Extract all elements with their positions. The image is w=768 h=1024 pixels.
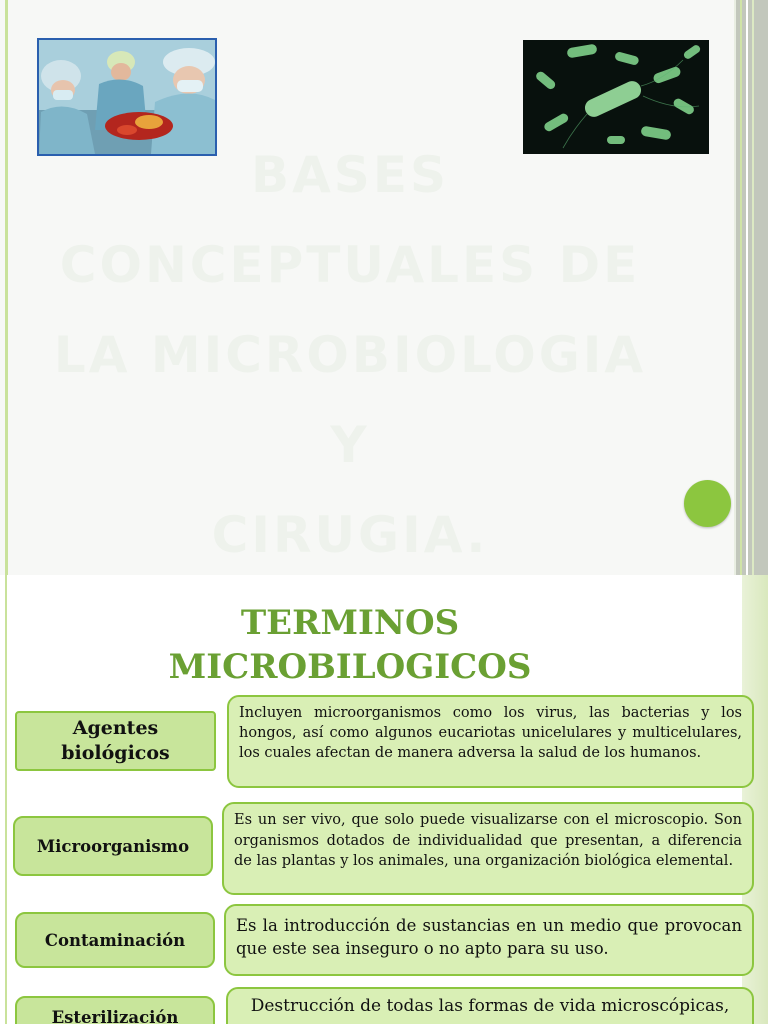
definition-text: Destrucción de todas las formas de vida microscópicas, (250, 996, 730, 1016)
definition-text: Es la introducción de sustancias en un medio que provocan que este sea inseguro o no apto para su uso. (236, 916, 742, 958)
term-box-esterilizacion (15, 996, 215, 1024)
term-label: Esterilización (51, 1008, 179, 1024)
left-accent-rule (5, 575, 7, 1024)
definition-box-microorganismo (222, 802, 754, 895)
cover-title-line: CIRUGIA. (211, 506, 489, 564)
cover-title-line: CONCEPTUALES DE (59, 236, 641, 294)
section-title-line: MICROBILOGICOS (168, 647, 532, 687)
right-decorative-panel (734, 0, 768, 575)
left-accent-rule (5, 0, 8, 575)
definition-box-agentes-biologicos (227, 695, 754, 788)
term-label: Contaminación (44, 930, 186, 950)
terms-slide (0, 575, 768, 1024)
definition-box-esterilizacion (226, 987, 754, 1024)
cover-title-line: LA MICROBIOLOGIA Y (53, 326, 647, 474)
definition-text: Es un ser vivo, que solo puede visualizarse con el microscopio. Son organismos dotados de individualidad que presentan, a diferencia de las plantas y los animales, una organización biológica elemental. (234, 812, 742, 869)
cover-title-line: BASES (251, 146, 449, 204)
section-title-line: TERMINOS (240, 603, 460, 643)
section-title (100, 601, 600, 689)
term-box-microorganismo (13, 816, 213, 876)
term-label: Agentes biológicos (61, 717, 170, 764)
definition-box-contaminacion (224, 904, 754, 976)
cover-title (30, 130, 670, 580)
term-box-agentes-biologicos (15, 711, 216, 771)
green-circle-decoration (684, 480, 731, 527)
definition-text: Incluyen microorganismos como los virus, las bacterias y los hongos, así como algunos eucariotas unicelulares y multicelulares, los cuales afectan de manera adversa la salud de los humanos. (239, 705, 742, 761)
term-label: Microorganismo (36, 836, 190, 856)
term-box-contaminacion (15, 912, 215, 968)
